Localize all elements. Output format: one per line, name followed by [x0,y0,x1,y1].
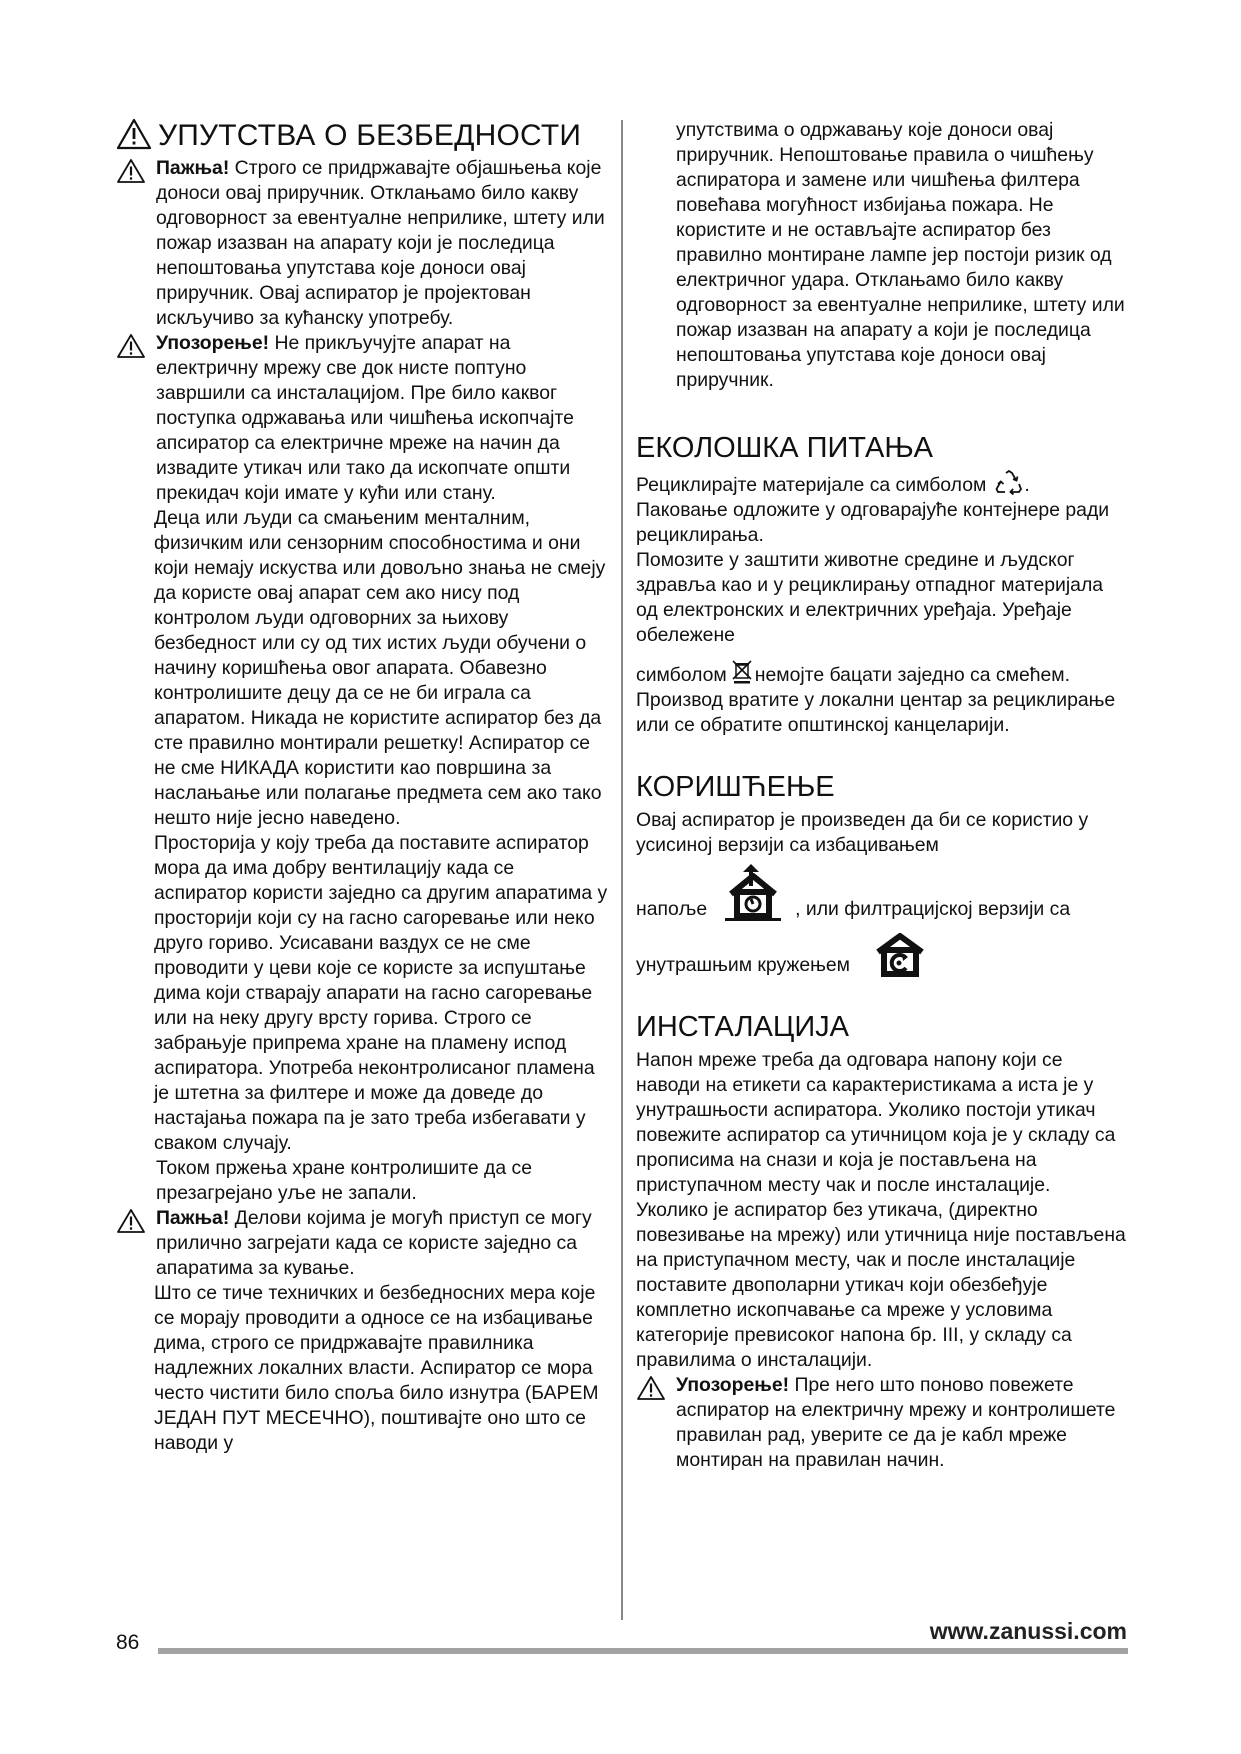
paragraph-room: Просторија у коју треба да поставите аспиратор мора да има добру вентилацију када се аспиратор користи заједно са другим апаратима у просторији који су на гасно сагоревање или неко друго гориво. Усисавани ваздух се не сме проводити у цеви које се користе за испуштање дима који стварају апарати на гасно сагоревање или на неку другу врсту горива. Строго се забрањује припрема хране на пламену испод аспиратора. Употреба неконтролисаног пламена је штетна за филтере и може да доведе до настајања пожара па је зато треба избегавати у сваком случају. [154,832,608,1154]
paragraph-frying: Током пржења хране контролишите да се презагрејано уље не запали. [156,1157,532,1204]
usage-filter-text: , или филтрацијској верзији са [795,898,1071,920]
warning-label: Упозорење! [676,1374,790,1396]
warning-text: Не прикључујте апарат на електричну мрежу све док нисте поптуно завршили са инсталацијом. Пре било каквог поступка одржавања или чишћења ископчајте апсиратор са електричне мреже на начин да извадите утикач или тако да ископчате општи прекидач који имате у кући или стану. [156,332,574,504]
warning-label: Упозорење! [156,332,270,354]
warning-text: Пре него што поново повежете аспиратор на електричну мрежу и контролишете правилан рад, уверите се да је кабл мреже монтиран на правилан начин. [676,1374,1116,1471]
warning-label: Пажња! [156,1207,230,1229]
extraction-mode-icon [721,864,785,924]
ecology-recycle-line [636,469,1128,498]
crossed-bin-icon [731,658,753,684]
page-number: 86 [116,1631,140,1654]
warning-icon [636,1375,666,1401]
section-title-usage: КОРИШЋЕЊЕ [636,771,835,803]
installation-text-1: Напон мреже треба да одговара напону који се наводи на етикети са карактеристикама а иста је у унутрашњости аспиратора. Уколико постоји утикач повежите аспиратор са утичницом која је у складу са прописима на снази и која је постављена на приступачном месту чак и после инсталације. [636,1049,1116,1196]
recycle-icon [994,469,1024,497]
ecology-weee-line [636,658,1128,738]
warning-icon [116,158,146,184]
warning-text: Делови којима је могућ приступ се могу прилично загрејати када се користе заједно са апаратима за кување. [156,1207,592,1279]
usage-internal-text: унутрашњим кружењем [636,954,850,976]
warning-caution-1 [116,331,612,506]
warning-text: Строго се придржавајте објашњења које доноси овај приручник. Отклањамо било какву одговорност за евентуалне неприлике, штету или пожар изазван на апарату који је последица непоштовања упутстава које доноси овај приручник. Овај аспиратор је пројектован искључиво за кућанску употребу. [156,157,605,329]
usage-extraction-row [636,864,1128,924]
section-title-safety [116,118,612,154]
usage-out-text: напоље [636,898,708,920]
warning-attention-1 [116,156,612,331]
ecology-text-2: Помозите у заштити животне средине и људског здравља као и у рециклирању отпадног материјала од електронских и електричних уређаја. Уређаје обележене [636,549,1104,646]
warning-icon [116,1208,146,1234]
recirculation-mode-icon [872,930,928,980]
ecology-recycle-text: Рециклирајте материјале са симболом [636,474,987,496]
right-column [636,118,1128,1473]
warning-icon [116,333,146,359]
ecology-text-1: Паковање одложите у одговарајуће контејнере ради рециклирања. [636,499,1110,546]
website-url: www.zanussi.com [929,1618,1127,1644]
usage-text-1: Овај аспиратор је произведен да би се користио у усисиној верзији са избацивањем [636,809,1089,856]
section-title-safety-text: УПУТСТВА О БЕЗБЕДНОСТИ [158,119,582,152]
column-divider [621,120,623,1620]
section-title-installation: ИНСТАЛАЦИЈА [636,1011,850,1043]
warning-icon [116,118,152,150]
left-column [116,118,612,1456]
paragraph-children: Деца или људи са смањеним менталним, физичким или сензорним способностима и они који немају искуства или довољно знања не смеју да користе овај апарат сем ако нису под контролом људи одговорних за њихову безбедност или су од тих истих људи обучени о начину коришћења овог апарата. Обавезно контролишите децу да се не би играла са апаратом. Никада не користите аспиратор без да сте правилно монтирали решетку! Аспиратор се не сме НИКАДА користити као површина за наслањање или полагање предмета сем ако тако нешто није јесно наведено. [154,507,606,829]
warning-attention-2 [116,1206,612,1281]
section-title-ecology: ЕКОЛОШКА ПИТАЊА [636,432,934,464]
paragraph-continued: упутствима о одржавању које доноси овај приручник. Непоштовање правила о чишћењу аспиратора и замене или чишћења филтера повећава могућност избијања пожара. Не користите и не остављајте аспиратор без правилно монтиране лампе јер постоји ризик од електричног удара. Отклањамо било какву одговорност за евентуалне неприлике, штету или пожар изазван на апарату а који је последица непоштовања упутстава које доноси овај приручник. [676,119,1125,391]
ecology-recycle-end: . [1024,474,1030,496]
warning-caution-2 [636,1373,1128,1473]
warning-label: Пажња! [156,157,230,179]
installation-text-2: Уколико је аспиратор без утикача, (директно повезивање на мрежу) или утичница није постављена на приступачном месту, чак и после инсталације поставите двополарни утикач који обезбеђује комплетно ископчавање са мреже у условима категорије превисоког напона бр. III, у складу са правилима о инсталацији. [636,1199,1126,1371]
footer-rule [158,1648,1128,1654]
paragraph-technical: Што се тиче техничких и безбедносних мера које се морају проводити а односе се на избацивање дима, строго се придржавајте правилника надлежних локалних власти. Аспиратор се мора често чистити било споља било изнутра (БАРЕМ ЈЕДАН ПУТ МЕСЕЧНО), поштивајте оно што се наводи у [154,1282,599,1454]
usage-recirculation-row [636,930,1128,980]
ecology-symbol-word: симболом [636,664,727,686]
ecology-text-3: немојте бацати заједно са смећем. Производ вратите у локални центар за рециклирање или се обратите општинској канцеларији. [636,664,1116,736]
